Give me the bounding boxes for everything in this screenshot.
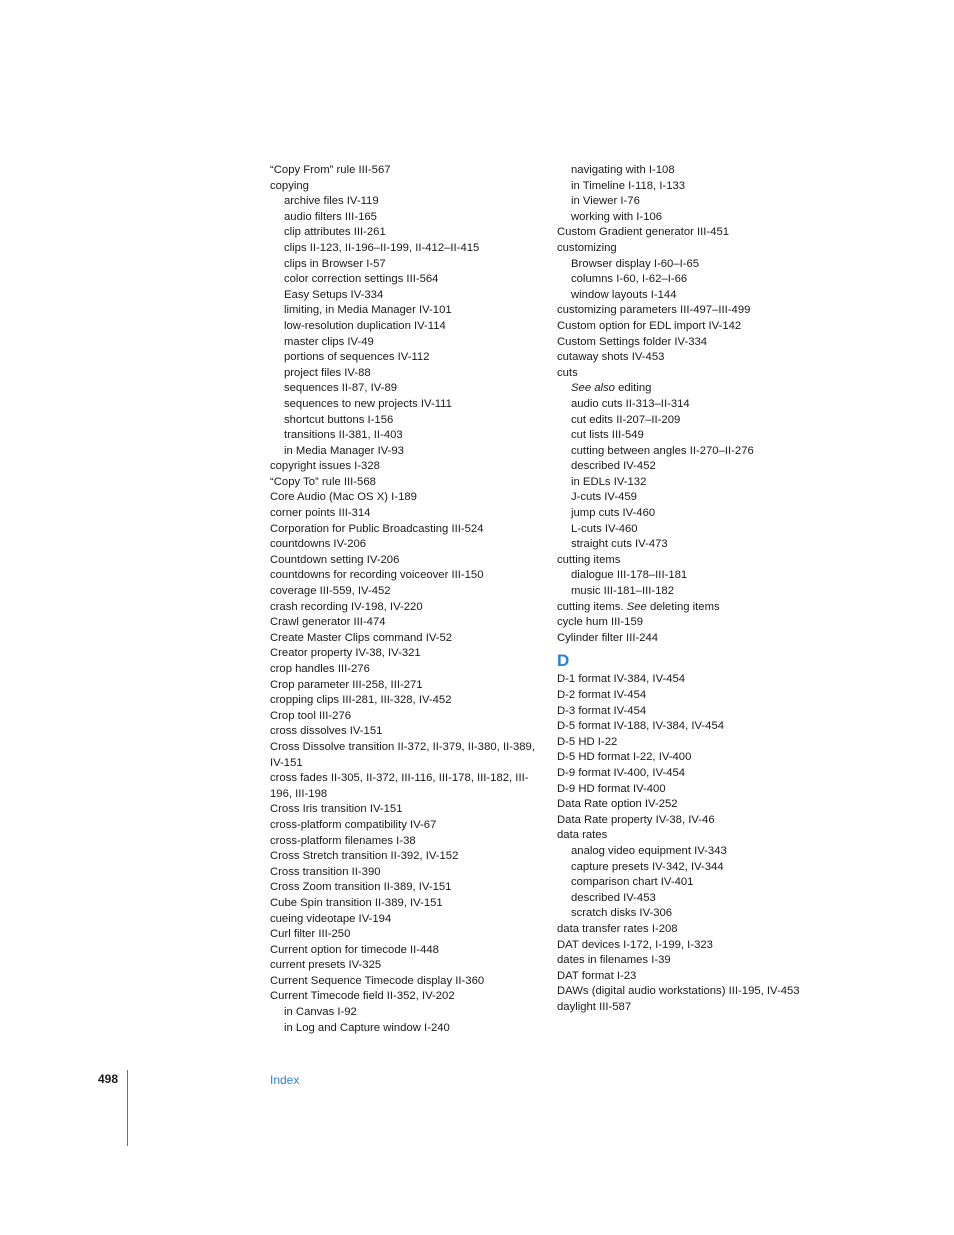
index-entry (270, 880, 545, 896)
index-entry (270, 459, 545, 475)
index-entry-text: Custom option for EDL import IV-142 (557, 319, 742, 332)
index-entry-text: cross-platform filenames I-38 (270, 834, 416, 847)
index-entry-text: Data Rate option IV-252 (557, 798, 678, 811)
index-subentry (557, 537, 847, 553)
index-entry-text: daylight III-587 (557, 1000, 632, 1013)
index-entry-text: countdowns IV-206 (270, 538, 367, 551)
index-subentry (270, 335, 545, 351)
index-entry (557, 938, 847, 954)
index-entry (270, 615, 545, 631)
index-subentry (270, 350, 545, 366)
index-entry-text: straight cuts IV-473 (571, 538, 668, 551)
index-subentry (270, 225, 545, 241)
index-entry (557, 922, 847, 938)
index-subentry (270, 1005, 545, 1021)
index-entry-text: jump cuts IV-460 (571, 507, 656, 520)
index-entry-text: master clips IV-49 (284, 335, 374, 348)
index-subentry (557, 522, 847, 538)
index-entry (270, 989, 545, 1005)
index-entry-text: crop handles III-276 (270, 663, 370, 675)
index-entry (557, 782, 847, 798)
index-entry-text: D-5 format IV-188, IV-384, IV-454 (557, 720, 725, 733)
index-entry (557, 672, 847, 688)
index-group-c-continued (557, 163, 847, 646)
index-entry-text: cut lists III-549 (571, 429, 644, 442)
index-subentry (270, 288, 545, 304)
index-subentry (270, 272, 545, 288)
index-entry-text: described IV-452 (571, 460, 656, 473)
index-entry (270, 553, 545, 569)
index-entry-text: Cross Iris transition IV-151 (270, 803, 403, 816)
index-entry-text: data rates (557, 829, 608, 842)
index-column-right (557, 163, 847, 1015)
index-subentry (557, 844, 847, 860)
index-entry-text: corner points III-314 (270, 507, 371, 520)
index-entry-text: Data Rate property IV-38, IV-46 (557, 813, 715, 826)
index-entry-text: cross dissolves IV-151 (270, 725, 383, 738)
index-entry (270, 912, 545, 928)
index-entry-text: audio filters III-165 (284, 210, 377, 223)
index-entry-text: color correction settings III-564 (284, 273, 439, 286)
index-entry-text: music III-181–III-182 (571, 585, 674, 598)
index-entry (557, 303, 847, 319)
index-entry-text: capture presets IV-342, IV-344 (571, 860, 724, 873)
index-entry-text: D-5 HD format I-22, IV-400 (557, 751, 692, 764)
index-subentry (557, 179, 847, 195)
index-entry-text: Cube Spin transition II-389, IV-151 (270, 896, 443, 909)
index-entry-text: D-9 HD format IV-400 (557, 782, 666, 795)
index-entry-text: comparison chart IV-401 (571, 876, 694, 889)
index-entry-text: cropping clips III-281, III-328, IV-452 (270, 694, 452, 707)
index-subentry (270, 319, 545, 335)
index-subentry (270, 444, 545, 460)
index-entry (557, 366, 847, 382)
index-entry-text: in Viewer I-76 (571, 195, 640, 208)
footer-divider (127, 1070, 128, 1146)
index-entry-text: Easy Setups IV-334 (284, 288, 384, 301)
index-subentry (557, 288, 847, 304)
index-entry (270, 179, 545, 195)
index-entry-text: cross fades II-305, II-372, III-116, III-178, III-182, III-196, III-198 (270, 772, 529, 800)
index-entry (270, 475, 545, 491)
index-entry-text: Cross Stretch transition II-392, IV-152 (270, 850, 459, 863)
index-entry (557, 750, 847, 766)
index-entry-text: clips in Browser I-57 (284, 257, 386, 270)
index-entry-text: sequences to new projects IV-111 (284, 397, 452, 410)
index-entry-text: copyright issues I-328 (270, 460, 380, 473)
index-entry-text: Custom Settings folder IV-334 (557, 335, 708, 348)
index-entry (270, 631, 545, 647)
index-entry (270, 522, 545, 538)
index-entry (557, 797, 847, 813)
index-entry-text: portions of sequences IV-112 (284, 351, 430, 364)
index-entry-text: navigating with I-108 (571, 164, 675, 176)
index-entry (557, 828, 847, 844)
index-entry-text: in Timeline I-118, I-133 (571, 179, 686, 192)
index-subentry (270, 428, 545, 444)
index-entry-text: window layouts I-144 (571, 288, 677, 301)
index-entry-text: cuts (557, 366, 578, 379)
index-entry-text: Curl filter III-250 (270, 928, 351, 941)
index-entry (557, 735, 847, 751)
index-entry-text: described IV-453 (571, 891, 656, 904)
index-entry (270, 927, 545, 943)
index-subentry (557, 568, 847, 584)
index-entry (557, 615, 847, 631)
index-entry (557, 969, 847, 985)
index-entry (270, 678, 545, 694)
index-subentry (557, 475, 847, 491)
index-entry-text: limiting, in Media Manager IV-101 (284, 304, 452, 317)
index-entry (270, 958, 545, 974)
index-subentry (270, 366, 545, 382)
index-entry (270, 490, 545, 506)
index-entry (557, 241, 847, 257)
index-entry-text: Cross transition II-390 (270, 865, 381, 878)
index-entry-text: coverage III-559, IV-452 (270, 585, 391, 598)
index-subentry (557, 490, 847, 506)
index-subentry (557, 860, 847, 876)
index-entry-text: audio cuts II-313–II-314 (571, 397, 690, 410)
index-subentry (557, 210, 847, 226)
index-entry-text: Creator property IV-38, IV-321 (270, 647, 421, 660)
index-entry-text: Countdown setting IV-206 (270, 553, 400, 566)
index-entry-text: cycle hum III-159 (557, 616, 644, 629)
index-subentry (270, 397, 545, 413)
index-subentry (557, 428, 847, 444)
index-entry (270, 600, 545, 616)
index-entry (557, 225, 847, 241)
index-entry-text: data transfer rates I-208 (557, 922, 678, 935)
index-entry-text: J-cuts IV-459 (571, 491, 637, 504)
index-entry (270, 506, 545, 522)
index-subentry (557, 875, 847, 891)
index-entry-text: cutting between angles II-270–II-276 (571, 444, 754, 457)
index-subentry (557, 413, 847, 429)
index-entry-text: L-cuts IV-460 (571, 522, 638, 535)
index-entry-text: D-3 format IV-454 (557, 704, 647, 717)
index-entry (270, 802, 545, 818)
index-entry-text: DAWs (digital audio workstations) III-195, IV-453 (557, 985, 800, 998)
index-entry-text: cutaway shots IV-453 (557, 351, 665, 364)
index-entry-text: Cross Zoom transition II-389, IV-151 (270, 881, 452, 894)
index-subentry (557, 381, 847, 397)
index-entry (270, 646, 545, 662)
index-subentry (557, 163, 847, 179)
section-letter-heading: D (557, 651, 570, 671)
index-entry-text: low-resolution duplication IV-114 (284, 319, 446, 332)
index-group-d (557, 672, 847, 1015)
index-entry (557, 704, 847, 720)
index-entry-text: cutting items (557, 553, 621, 566)
index-entry-text: crash recording IV-198, IV-220 (270, 600, 423, 613)
index-entry-text: Crop parameter III-258, III-271 (270, 678, 423, 691)
see-also-reference: See (626, 600, 650, 613)
index-entry (270, 662, 545, 678)
page-number: 498 (98, 1072, 119, 1086)
index-entry (270, 724, 545, 740)
see-also-reference: See also (571, 382, 619, 395)
index-entry-text: DAT devices I-172, I-199, I-323 (557, 938, 713, 951)
index-entry-text: Core Audio (Mac OS X) I-189 (270, 491, 417, 504)
index-entry (557, 984, 847, 1000)
index-entry (270, 693, 545, 709)
index-entry (557, 600, 847, 616)
index-entry (557, 688, 847, 704)
index-subentry (557, 891, 847, 907)
index-subentry (270, 257, 545, 273)
index-subentry (557, 906, 847, 922)
index-entry (557, 766, 847, 782)
index-subentry (270, 381, 545, 397)
index-subentry (270, 241, 545, 257)
index-entry (270, 568, 545, 584)
index-entry-text: editing (618, 382, 652, 395)
index-entry (270, 896, 545, 912)
index-entry (270, 537, 545, 553)
index-entry-text: countdowns for recording voiceover III-150 (270, 569, 484, 582)
index-entry-text: D-2 format IV-454 (557, 689, 647, 701)
index-subentry (270, 194, 545, 210)
index-entry-text: customizing (557, 241, 617, 254)
index-entry-text: Cross Dissolve transition II-372, II-379, II-380, II-389, IV-151 (270, 740, 535, 769)
index-entry-text: working with I-106 (571, 210, 663, 223)
index-entry (557, 813, 847, 829)
index-subentry (270, 413, 545, 429)
index-entry-text: in Canvas I-92 (284, 1006, 357, 1019)
index-subentry (557, 257, 847, 273)
index-subentry (557, 272, 847, 288)
index-subentry (557, 506, 847, 522)
index-entry-text: Create Master Clips command IV-52 (270, 631, 453, 644)
index-entry-text: in Media Manager IV-93 (284, 444, 404, 457)
index-entry-text: Browser display I-60–I-65 (571, 257, 700, 270)
index-entry-text: dates in filenames I-39 (557, 954, 671, 967)
index-entry (270, 709, 545, 725)
index-entry-text: Current option for timecode II-448 (270, 943, 439, 956)
index-entry-text: Crop tool III-276 (270, 709, 352, 722)
index-entry-text: customizing parameters III-497–III-499 (557, 304, 751, 317)
index-entry-text: columns I-60, I-62–I-66 (571, 273, 688, 286)
index-entry (270, 740, 545, 771)
index-entry (270, 584, 545, 600)
index-entry (557, 319, 847, 335)
index-entry-text: scratch disks IV-306 (571, 907, 673, 920)
footer-section-label: Index (270, 1073, 300, 1087)
index-entry-text: Cylinder filter III-244 (557, 631, 659, 644)
index-entry-text: “Copy From” rule III-567 (270, 164, 391, 176)
index-subentry (270, 303, 545, 319)
index-column-left (270, 163, 545, 1036)
index-entry (270, 865, 545, 881)
index-entry-text: in Log and Capture window I-240 (284, 1021, 450, 1034)
index-entry (557, 350, 847, 366)
index-entry-text: sequences II-87, IV-89 (284, 382, 398, 395)
index-subentry (270, 210, 545, 226)
index-entry-text: clips II-123, II-196–II-199, II-412–II-415 (284, 241, 480, 254)
index-entry (557, 1000, 847, 1016)
index-entry (270, 163, 545, 179)
index-entry-text: Current Timecode field II-352, IV-202 (270, 990, 455, 1003)
index-entry-text: deleting items (649, 600, 720, 613)
index-subentry (270, 1021, 545, 1037)
index-entry (270, 974, 545, 990)
index-entry-text: analog video equipment IV-343 (571, 844, 727, 857)
index-entry (270, 771, 545, 802)
index-entry-text: DAT format I-23 (557, 969, 637, 982)
index-entry-text: transitions II-381, II-403 (284, 429, 403, 442)
index-entry-text: clip attributes III-261 (284, 226, 386, 239)
index-entry-text: shortcut buttons I-156 (284, 413, 394, 426)
index-subentry (557, 459, 847, 475)
index-entry-prefix: cutting items. (557, 600, 627, 613)
index-entry-text: Corporation for Public Broadcasting III-524 (270, 522, 484, 535)
index-subentry (557, 444, 847, 460)
index-entry-text: project files IV-88 (284, 366, 371, 379)
index-entry (557, 631, 847, 647)
index-entry-text: dialogue III-178–III-181 (571, 569, 688, 582)
index-entry-text: current presets IV-325 (270, 959, 382, 972)
index-entry (557, 553, 847, 569)
index-entry-text: “Copy To” rule III-568 (270, 475, 376, 488)
index-subentry (557, 584, 847, 600)
index-entry-text: Crawl generator III-474 (270, 616, 386, 629)
index-entry (557, 335, 847, 351)
index-entry-text: cut edits II-207–II-209 (571, 413, 681, 426)
index-entry (270, 818, 545, 834)
index-entry-text: D-1 format IV-384, IV-454 (557, 673, 686, 686)
index-entry-text: Current Sequence Timecode display II-360 (270, 974, 485, 987)
index-entry-text: copying (270, 179, 309, 192)
index-entry-text: archive files IV-119 (284, 195, 379, 208)
index-entry-text: D-9 format IV-400, IV-454 (557, 766, 686, 779)
index-entry-text: cueing videotape IV-194 (270, 912, 392, 925)
index-entry (270, 834, 545, 850)
index-entry-text: cross-platform compatibility IV-67 (270, 818, 437, 831)
index-subentry (557, 194, 847, 210)
index-entry (270, 849, 545, 865)
index-entry-text: D-5 HD I-22 (557, 735, 618, 748)
index-subentry (557, 397, 847, 413)
index-entry (557, 719, 847, 735)
index-entry-text: Custom Gradient generator III-451 (557, 226, 730, 239)
index-entry (270, 943, 545, 959)
index-entry-text: in EDLs IV-132 (571, 475, 647, 488)
index-entry (557, 953, 847, 969)
